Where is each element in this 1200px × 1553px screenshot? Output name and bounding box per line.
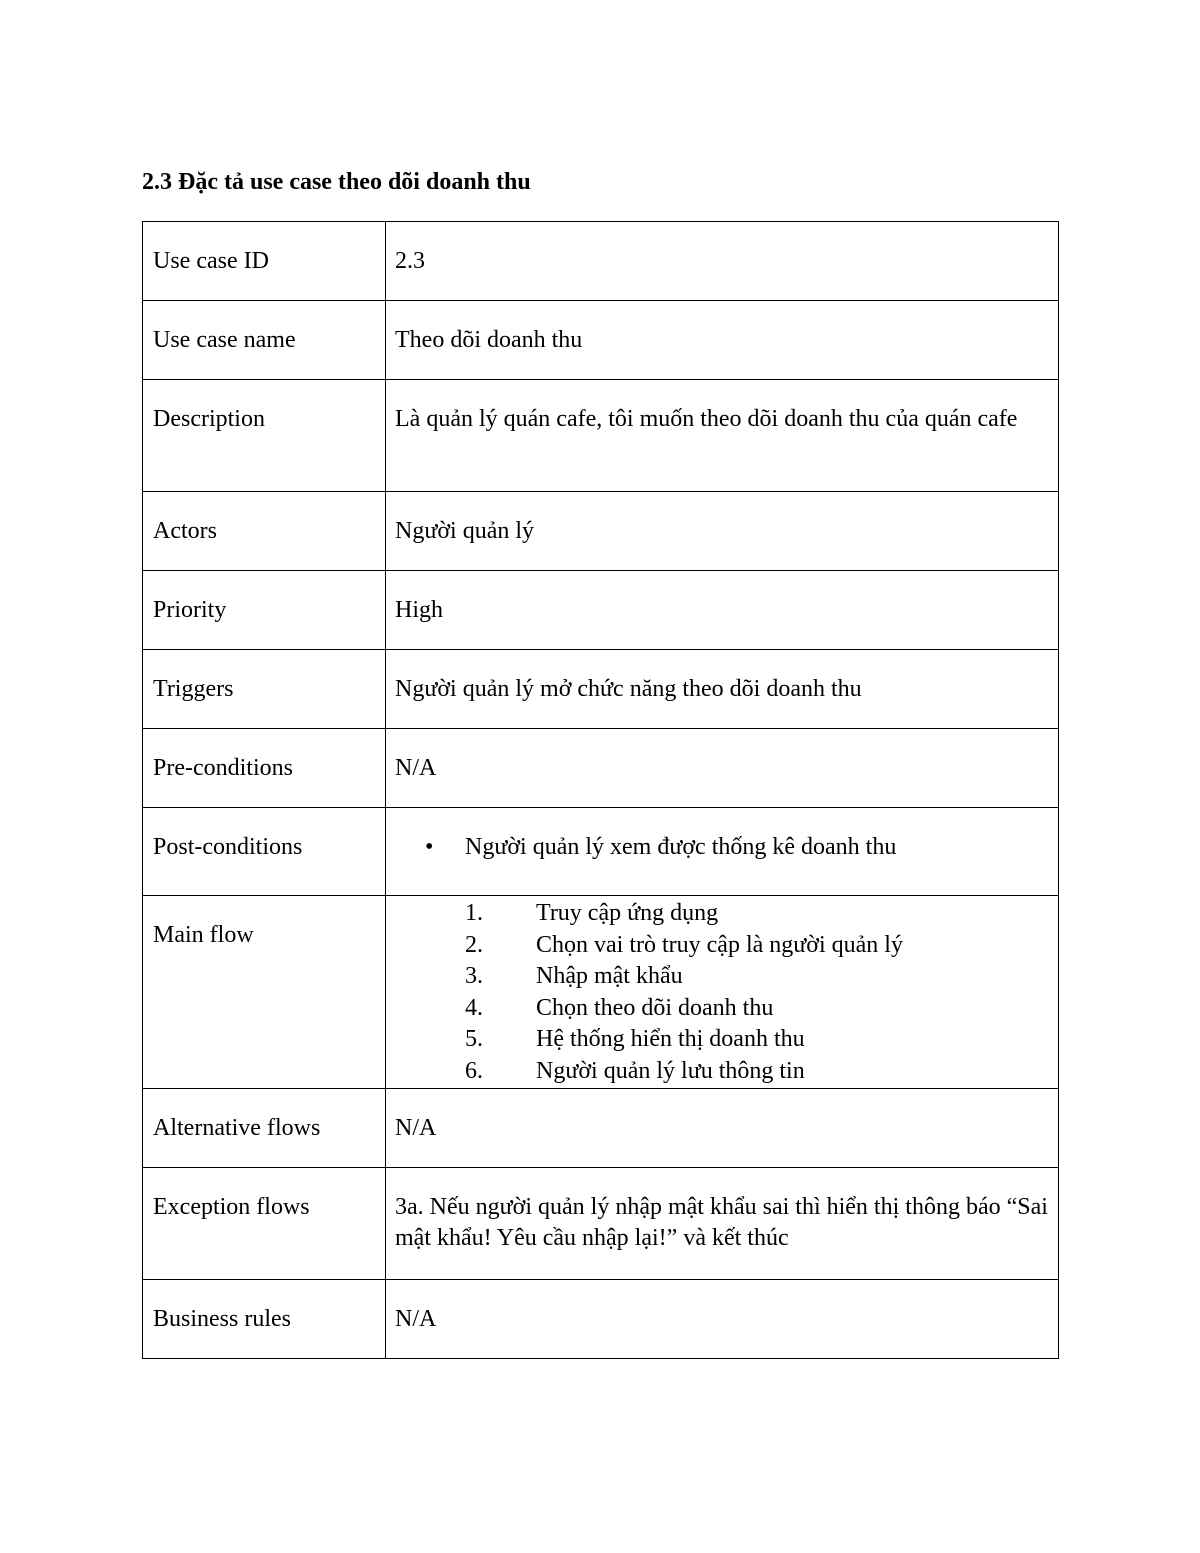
row-label: Business rules (143, 1280, 386, 1359)
row-value-list (386, 808, 1059, 896)
row-value: 3a. Nếu người quản lý nhập mật khẩu sai thì hiển thị thông báo “Sai mật khẩu! Yêu cầu nhập lại!” và kết thúc (386, 1168, 1059, 1280)
table-row-pre-conditions (143, 729, 1059, 808)
row-label: Use case name (143, 301, 386, 380)
row-value: Người quản lý (386, 492, 1059, 571)
section-heading: 2.3 Đặc tả use case theo dõi doanh thu (142, 169, 531, 195)
step-number: 2. (465, 931, 483, 958)
step-text: Hệ thống hiển thị doanh thu (536, 1026, 805, 1053)
list-item-text: Người quản lý xem được thống kê doanh thu (465, 834, 897, 860)
table-row-description (143, 380, 1059, 492)
row-label: Exception flows (143, 1168, 386, 1280)
table-row-priority (143, 571, 1059, 650)
row-value: N/A (386, 1280, 1059, 1359)
step-text: Người quản lý lưu thông tin (536, 1057, 805, 1084)
step-text: Truy cập ứng dụng (536, 900, 719, 926)
list-item (395, 1024, 1048, 1056)
row-label: Post-conditions (143, 808, 386, 896)
row-label: Actors (143, 492, 386, 571)
step-number: 6. (465, 1057, 483, 1084)
row-value: Theo dõi doanh thu (386, 301, 1059, 380)
table-row-main-flow (143, 896, 1059, 1089)
table-row-post-conditions (143, 808, 1059, 896)
step-text: Nhập mật khẩu (536, 963, 683, 990)
row-label: Alternative flows (143, 1089, 386, 1168)
row-value: N/A (386, 1089, 1059, 1168)
step-text: Chọn vai trò truy cập là người quản lý (536, 931, 903, 958)
row-label: Description (143, 380, 386, 492)
table-row-use-case-id (143, 222, 1059, 301)
step-text: Chọn theo dõi doanh thu (536, 994, 774, 1021)
row-label: Pre-conditions (143, 729, 386, 808)
step-number: 3. (465, 963, 483, 990)
row-value: Là quản lý quán cafe, tôi muốn theo dõi doanh thu của quán cafe (386, 380, 1059, 492)
table-row-actors (143, 492, 1059, 571)
table-row-alternative-flows (143, 1089, 1059, 1168)
table-row-exception-flows (143, 1168, 1059, 1280)
step-number: 1. (465, 900, 483, 926)
row-value: High (386, 571, 1059, 650)
row-value: 2.3 (386, 222, 1059, 301)
table-row-business-rules (143, 1280, 1059, 1359)
row-value: Người quản lý mở chức năng theo dõi doanh thu (386, 650, 1059, 729)
use-case-table (142, 221, 1059, 1359)
list-item (395, 993, 1048, 1025)
list-item (395, 832, 1048, 863)
row-label: Triggers (143, 650, 386, 729)
row-label: Priority (143, 571, 386, 650)
list-item (395, 898, 1048, 930)
list-item (395, 1056, 1048, 1088)
row-value: N/A (386, 729, 1059, 808)
row-label: Main flow (143, 896, 386, 1089)
row-label: Use case ID (143, 222, 386, 301)
main-flow-steps (386, 896, 1059, 1089)
list-item (395, 961, 1048, 993)
table-row-triggers (143, 650, 1059, 729)
step-number: 4. (465, 994, 483, 1021)
list-item (395, 930, 1048, 962)
bullet-icon: • (425, 834, 434, 860)
table-row-use-case-name (143, 301, 1059, 380)
step-number: 5. (465, 1026, 483, 1053)
